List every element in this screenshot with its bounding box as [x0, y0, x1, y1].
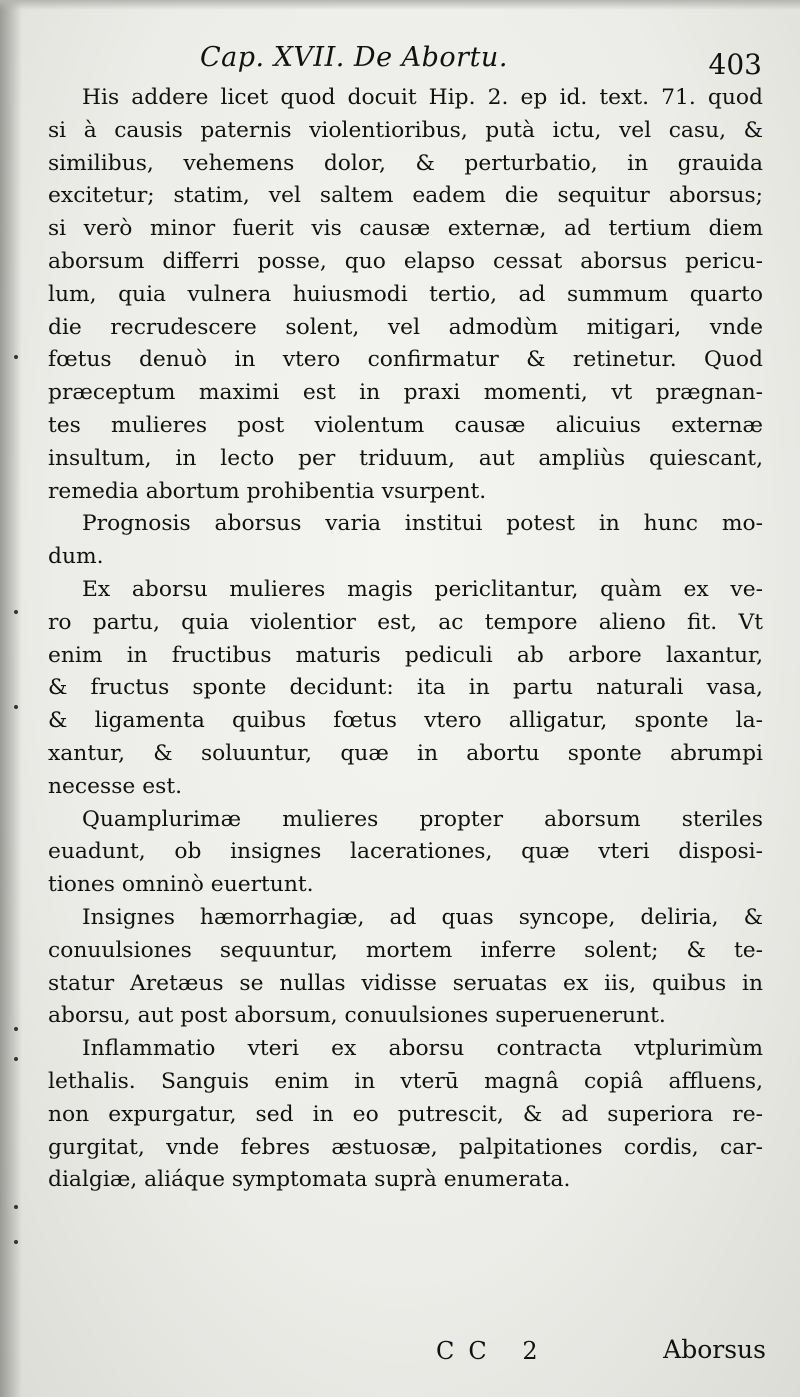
text-line: dialgiæ, aliáque symptomata suprà enumerata.: [48, 1167, 571, 1193]
text-line: necesse est.: [48, 773, 183, 799]
text-line: dum.: [48, 544, 104, 570]
text-line: si à causis paternis violentioribus, putà ictu, vel casu, &: [48, 117, 763, 143]
text-line: xantur, & soluuntur, quæ in abortu sponte abrumpi: [48, 740, 763, 766]
text-line: ro partu, quia violentior est, ac tempore alieno fit. Vt: [48, 609, 763, 635]
text-line: die recrudescere solent, vel admodùm mitigari, vnde: [48, 314, 763, 340]
margin-specks: [14, 0, 34, 1397]
text-line: lethalis. Sanguis enim in vterū magnâ copiâ affluens,: [48, 1068, 763, 1094]
page-header: [200, 42, 770, 82]
text-body: [48, 82, 763, 1197]
text-line: insultum, in lecto per triduum, aut ampliùs quiescant,: [48, 445, 763, 471]
text-line: fœtus denuò in vtero confirmatur & retinetur. Quod: [48, 347, 763, 373]
text-line: similibus, vehemens dolor, & perturbatio, in grauida: [48, 150, 763, 176]
text-line: non expurgatur, sed in eo putrescit, & ad superiora re-: [48, 1101, 763, 1127]
text-line: statur Aretæus se nullas vidisse seruatas ex iis, quibus in: [48, 970, 763, 996]
text-line: tes mulieres post violentum causæ alicuius externæ: [48, 412, 763, 438]
text-line: aborsum differri posse, quo elapso cessat aborsus pericu-: [48, 248, 763, 274]
text-line: lum, quia vulnera huiusmodi tertio, ad summum quarto: [48, 281, 763, 307]
signature-mark: CC 2: [436, 1337, 552, 1365]
top-edge-shadow: [0, 0, 800, 10]
text-line: gurgitat, vnde febres æstuosæ, palpitationes cordis, car-: [48, 1134, 763, 1160]
text-line: excitetur; statim, vel saltem eadem die sequitur aborsus;: [48, 183, 763, 209]
text-line: si verò minor fuerit vis causæ externæ, ad tertium diem: [48, 216, 763, 242]
text-line: aborsu, aut post aborsum, conuulsiones superuenerunt.: [48, 1003, 666, 1029]
text-line: Insignes hæmorrhagiæ, ad quas syncope, deliria, &: [82, 904, 763, 930]
text-line: Quamplurimæ mulieres propter aborsum steriles: [82, 806, 763, 832]
text-line: tiones omninò euertunt.: [48, 872, 314, 898]
text-line: & ligamenta quibus fœtus vtero alligatur, sponte la-: [48, 708, 763, 734]
text-line: Ex aborsu mulieres magis periclitantur, quàm ex ve-: [82, 576, 763, 602]
text-line: præceptum maximi est in praxi momenti, vt prægnan-: [48, 380, 763, 406]
text-line: & fructus sponte decidunt: ita in partu naturali vasa,: [48, 675, 763, 701]
text-line: Inflammatio vteri ex aborsu contracta vtplurimùm: [82, 1036, 763, 1062]
text-line: remedia abortum prohibentia vsurpent.: [48, 478, 487, 504]
page-number: 403: [708, 48, 762, 81]
page-footer: [48, 1337, 766, 1377]
text-line: conuulsiones sequuntur, mortem inferre solent; & te-: [48, 937, 763, 963]
text-line: enim in fructibus maturis pediculi ab arbore laxantur,: [48, 642, 763, 668]
running-title: Cap. XVII. De Abortu.: [200, 42, 508, 73]
catchword: Aborsus: [663, 1335, 766, 1364]
text-line: His addere licet quod docuit Hip. 2. ep id. text. 71. quod: [82, 85, 763, 110]
text-line: euadunt, ob insignes lacerationes, quæ vteri disposi-: [48, 839, 763, 865]
text-line: Prognosis aborsus varia institui potest in hunc mo-: [82, 511, 763, 537]
